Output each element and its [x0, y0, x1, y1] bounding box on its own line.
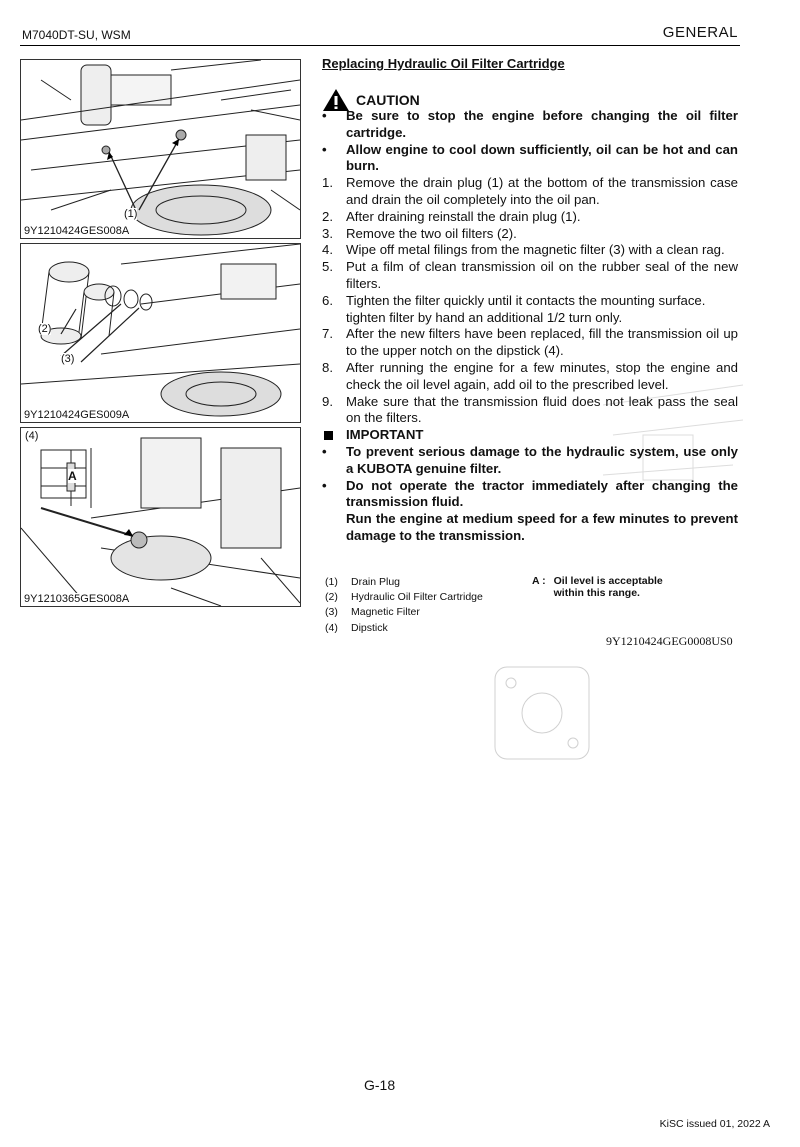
procedure-text — [322, 108, 738, 545]
legend-item: (3) Magnetic Filter — [325, 606, 420, 619]
legend-item: (1) Drain Plug — [325, 576, 401, 588]
header-rule — [20, 45, 740, 46]
step-item: 8. After running the engine for a few minutes, stop the engine and check the oil level again, add oil to the prescribed level. — [322, 359, 738, 392]
figure-drain-plug — [20, 59, 301, 239]
figure-legend — [325, 575, 483, 636]
dipstick-illustration — [21, 428, 300, 606]
range-label-a: A — [68, 469, 77, 483]
figure-oil-filters — [20, 243, 301, 423]
caution-label: CAUTION — [356, 92, 420, 108]
page-number: G-18 — [364, 1077, 396, 1093]
step-item: 6. Tighten the filter quickly until it contacts the mounting surface. tighten filter by hand an additional 1/2 turn only. — [322, 292, 706, 325]
figure-code: 9Y1210424GES008A — [24, 225, 130, 237]
figure-code: 9Y1210424GES009A — [24, 409, 130, 421]
step-item: 2. After draining reinstall the drain plug (1). — [322, 208, 581, 224]
important-heading: IMPORTANT — [322, 427, 738, 444]
ghost-key-switch-figure — [493, 665, 591, 761]
callout-2: (2) — [38, 323, 52, 335]
document-title: M7040DT-SU, WSM — [22, 28, 131, 42]
important-bullet: • To prevent serious damage to the hydraulic system, use only a KUBOTA genuine filter. — [322, 443, 738, 476]
document-code: 9Y1210424GEG0008US0 — [606, 634, 733, 648]
caution-bullet: • Be sure to stop the engine before changing the oil filter cartridge. — [322, 108, 738, 140]
callout-4: (4) — [25, 430, 39, 442]
oil-filter-illustration — [21, 244, 300, 422]
figure-code: 9Y1210365GES008A — [24, 593, 130, 605]
square-bullet-icon — [324, 431, 333, 440]
step-item: 9. Make sure that the transmission fluid does not leak pass the seal on the filters. — [322, 393, 738, 426]
issue-footer: KiSC issued 01, 2022 A — [659, 1118, 770, 1130]
step-item: 1. Remove the drain plug (1) at the bottom of the transmission case and drain the oil completely into the oil pan. — [322, 175, 738, 207]
legend-item: (4) Dipstick — [325, 621, 388, 634]
drain-plug-illustration — [21, 60, 300, 238]
figure-dipstick — [20, 427, 301, 607]
section-title: Replacing Hydraulic Oil Filter Cartridge — [322, 56, 565, 71]
callout-3: (3) — [61, 353, 75, 365]
step-item: 5. Put a film of clean transmission oil on the rubber seal of the new filters. — [322, 259, 738, 291]
important-bullet: • Do not operate the tractor immediately after changing the transmission fluid. Run the engine at medium speed for a few minutes to prevent damage to the transmission. — [322, 477, 738, 543]
section-name: GENERAL — [662, 24, 738, 41]
step-item: 4. Wipe off metal filings from the magnetic filter (3) with a clean rag. — [322, 242, 725, 258]
caution-bullet: • Allow engine to cool down sufficiently, oil can be hot and can burn. — [322, 141, 738, 174]
legend-a: A : Oil level is acceptable within this range. — [532, 575, 663, 599]
callout-1: (1) — [124, 208, 138, 220]
step-item: 7. After the new filters have been replaced, fill the transmission oil up to the upper notch on the dipstick (4). — [322, 326, 738, 359]
legend-item: (2) Hydraulic Oil Filter Cartridge — [325, 591, 483, 604]
step-item: 3. Remove the two oil filters (2). — [322, 225, 517, 241]
